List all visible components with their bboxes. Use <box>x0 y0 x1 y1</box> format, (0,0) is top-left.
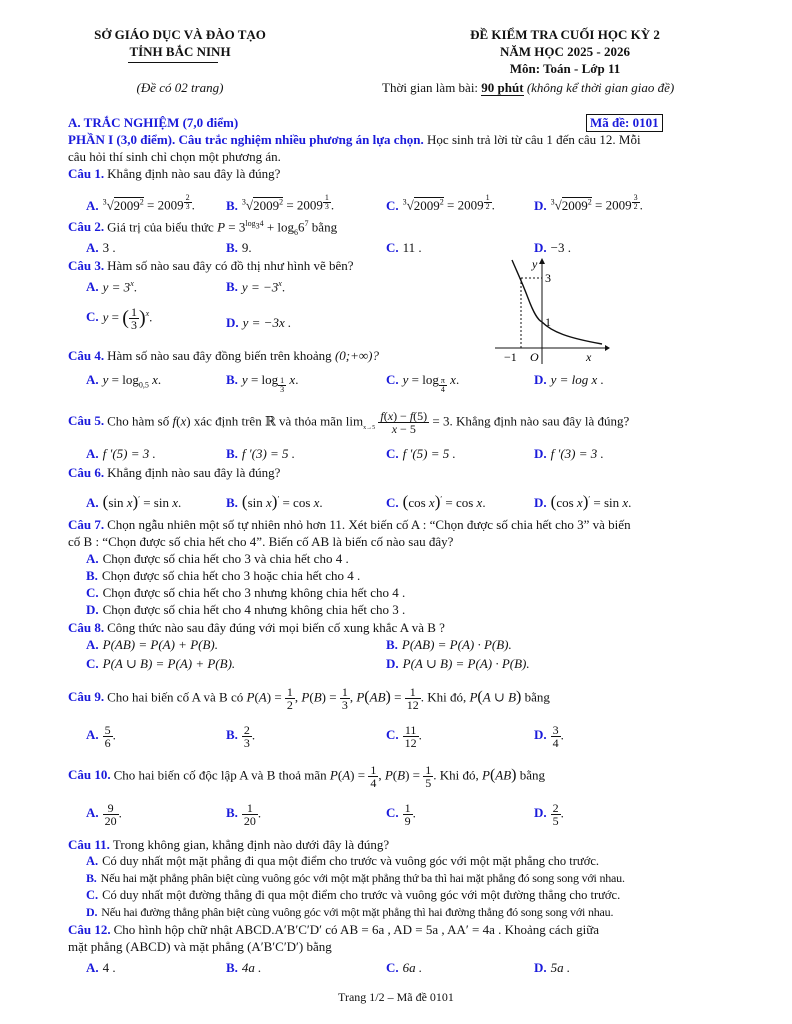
option-label: C. <box>386 372 399 387</box>
q4-option-b[interactable]: B. y = log $_{\frac{1}{3}}$ x. <box>226 372 299 395</box>
page-footer: Trang 1/2 – Mã đề 0101 <box>338 990 454 1004</box>
option-text: −3 . <box>550 240 571 255</box>
q7-option-a[interactable] <box>86 551 349 567</box>
option-label: D. <box>86 602 99 617</box>
q4-option-d[interactable] <box>534 372 604 388</box>
x-axis-arrow <box>605 345 610 351</box>
q10-option-c[interactable]: C. $\frac{1}{9}$ . <box>386 801 416 828</box>
option-label: C. <box>386 495 399 510</box>
q6-option-d[interactable]: D. (cos x)′ = sin x. <box>534 492 632 511</box>
q8-option-d[interactable] <box>386 656 530 672</box>
question-7-line2: cố B : “Chọn được số chia hết cho 4”. Biến cố AB là biến cố nào sau đây? <box>68 534 454 549</box>
option-label: A. <box>86 240 99 255</box>
q4-option-a[interactable]: A. $y = \log_{0,5} x$. <box>86 372 162 390</box>
q5-option-a[interactable] <box>86 446 156 462</box>
q8-option-b[interactable] <box>386 637 512 653</box>
tick-neg1: −1 <box>504 350 517 364</box>
q8-number: Câu 8. <box>68 620 105 635</box>
q4-option-c[interactable]: C. y = log $_{\frac{\pi}{4}}$ x. <box>386 372 460 395</box>
q5-text1: Cho hàm số <box>107 413 170 429</box>
exam-title: ĐỀ KIỂM TRA CUỐI HỌC KỲ 2 <box>470 27 660 42</box>
option-label: D. <box>386 656 399 671</box>
question-5: Câu 5. Cho hàm số f(x) xác định trên ℝ và thỏa mãn $\lim_{x\to 5}$ $\frac{f(x) - f(5)}{x - 5}$ = 3. Khẳng định nào sau đây là đúng? <box>68 409 630 436</box>
option-label: B. <box>86 871 97 885</box>
q10-tail2: bằng <box>519 767 546 783</box>
q3-option-c[interactable]: C. y = ( $\frac{1}{3}$ )$^x$. <box>86 305 153 332</box>
header-underline <box>128 62 218 63</box>
question-3 <box>68 258 354 274</box>
q7-number: Câu 7. <box>68 517 105 532</box>
question-11 <box>68 837 389 853</box>
q12-option-a[interactable] <box>86 960 116 976</box>
option-text: f ′(3) = 3 . <box>550 446 604 461</box>
option-label: C. <box>386 446 399 461</box>
question-9: Câu 9. Cho hai biến cố A và B có P(A) = $\frac{1}{2}$ , P(B) = $\frac{1}{3}$ , P(AB) = $\frac{1}{12}$ . Khi đó, P(A ∪ B) bằng <box>68 685 550 712</box>
option-label: B. <box>226 372 238 387</box>
q1-option-b[interactable]: B. $^3√2009^2 = 2009$ $^{\frac{1}{3}}$ . <box>226 193 335 213</box>
tick-3: 3 <box>545 271 551 285</box>
option-label: B. <box>226 727 238 743</box>
option-text: 4 . <box>102 960 116 975</box>
option-label: D. <box>534 240 547 255</box>
question-4 <box>68 348 379 364</box>
q3-option-b[interactable]: B. $y = -3^x$. <box>226 279 286 295</box>
exponential-graph <box>490 256 610 368</box>
question-12-line2: mặt phẳng (ABCD) và mặt phẳng (A′B′C′D′) bằng <box>68 939 332 954</box>
question-12 <box>68 922 599 938</box>
option-text: Chọn được số chia hết cho 3 nhưng không chia hết cho 4 . <box>102 585 406 600</box>
q1-option-c[interactable]: C. $^3√2009^2 = 2009$ $^{\frac{1}{2}}$ . <box>386 193 495 213</box>
section-a-title: A. TRẮC NGHIỆM (7,0 điểm) <box>68 115 239 130</box>
tick-1: 1 <box>545 315 551 329</box>
q9-option-b[interactable]: B. $\frac{2}{3}$ . <box>226 723 256 750</box>
option-label: B. <box>86 568 98 583</box>
option-label: A. <box>86 727 99 743</box>
option-text: 11 . <box>402 240 422 255</box>
option-label: C. <box>86 888 99 902</box>
time-prefix: Thời gian làm bài: <box>382 80 479 95</box>
option-label: A. <box>86 854 99 868</box>
q2-option-c[interactable] <box>386 240 422 256</box>
question-6 <box>68 465 280 481</box>
option-text: Chọn được số chia hết cho 4 nhưng không chia hết cho 3 . <box>102 602 406 617</box>
option-label: C. <box>386 805 399 821</box>
origin-label: O <box>530 350 539 364</box>
q6-option-b[interactable]: B. (sin x)′ = cos x. <box>226 492 323 511</box>
q4-text: Hàm số nào sau đây đồng biến trên khoảng <box>107 348 332 363</box>
part1-header <box>68 132 641 148</box>
option-text: 4a . <box>241 960 262 975</box>
option-text: P(A ∪ B) = P(A) · P(B). <box>402 656 530 671</box>
question-10: Câu 10. Cho hai biến cố độc lập A và B thoả mãn P(A) = $\frac{1}{4}$ , P(B) = $\frac{1}{5}$ . Khi đó, P(AB) bằng <box>68 763 546 790</box>
q11-option-c[interactable] <box>86 888 620 903</box>
q2-number: Câu 2. <box>68 219 105 235</box>
curve <box>512 260 602 344</box>
option-label: B. <box>226 805 238 821</box>
subject: Môn: Toán - Lớp 11 <box>509 61 621 76</box>
q5-option-c[interactable] <box>386 446 456 462</box>
option-text: f ′(5) = 3 . <box>102 446 156 461</box>
q10-option-a[interactable]: A. $\frac{9}{20}$ . <box>86 801 122 828</box>
q2-option-d[interactable] <box>534 240 571 256</box>
q4-number: Câu 4. <box>68 348 105 363</box>
q10-number: Câu 10. <box>68 767 111 783</box>
option-label: C. <box>386 197 399 213</box>
q6-text: Khẳng định nào sau đây là đúng? <box>107 465 281 480</box>
option-text: Chọn được số chia hết cho 3 hoặc chia hết cho 4 . <box>101 568 361 583</box>
school-year: NĂM HỌC 2025 - 2026 <box>500 44 630 59</box>
question-1 <box>68 166 280 182</box>
q2-text: Giá trị của biểu thức <box>107 219 214 235</box>
q11-option-a[interactable] <box>86 854 599 869</box>
page-count-note: (Đề có 02 trang) <box>136 80 224 95</box>
option-label: C. <box>86 656 99 671</box>
q3-option-a[interactable]: A. $y = 3^x$. <box>86 279 137 295</box>
x-axis-label: x <box>586 350 592 364</box>
option-label: C. <box>86 585 99 600</box>
option-text: y = log x . <box>550 372 604 387</box>
option-label: C. <box>386 960 399 975</box>
time-info <box>382 80 674 96</box>
q5-text3: Khẳng định nào sau đây là đúng? <box>456 413 630 429</box>
option-text: 9. <box>241 240 252 255</box>
q12-number: Câu 12. <box>68 922 111 937</box>
option-label: B. <box>386 637 398 652</box>
option-text: y = −3 <box>241 279 279 295</box>
option-label: B. <box>226 240 238 255</box>
q12-option-c[interactable] <box>386 960 422 976</box>
option-text: 3 . <box>102 240 116 255</box>
y-axis-arrow <box>539 258 545 264</box>
option-text: P(A ∪ B) = P(A) + P(B). <box>102 656 236 671</box>
option-label: B. <box>226 279 238 295</box>
q6-option-c[interactable]: C. (cos x)′ = cos x. <box>386 492 486 511</box>
option-text: f ′(5) = 5 . <box>402 446 456 461</box>
part1-instruction-2: câu hỏi thí sinh chỉ chọn một phương án. <box>68 149 281 164</box>
q9-option-c[interactable]: C. $\frac{11}{12}$ . <box>386 723 422 750</box>
q1-text: Khẳng định nào sau đây là đúng? <box>107 166 281 181</box>
q6-number: Câu 6. <box>68 465 105 480</box>
q10-option-d[interactable]: D. $\frac{2}{5}$ . <box>534 801 564 828</box>
question-8 <box>68 620 445 636</box>
department-name: SỞ GIÁO DỤC VÀ ĐÀO TẠO <box>94 27 266 42</box>
q6-option-a[interactable]: A. (sin x)′ = sin x. <box>86 492 182 511</box>
q9-tail2: bằng <box>524 689 550 705</box>
option-label: A. <box>86 495 99 510</box>
q9-option-a[interactable]: A. $\frac{5}{6}$ . <box>86 723 116 750</box>
option-label: C. <box>86 309 99 325</box>
q8-text: Công thức nào sau đây đúng với mọi biến cố xung khắc A và B ? <box>107 620 445 635</box>
time-note: (không kể thời gian giao đề) <box>526 80 675 95</box>
option-label: D. <box>534 727 547 743</box>
q12-option-b[interactable] <box>226 960 261 976</box>
part1-title: PHẦN I (3,0 điểm). Câu trắc nghiệm nhiều phương án lựa chọn. <box>68 132 424 147</box>
q5-option-b[interactable] <box>226 446 295 462</box>
part1-instruction: Học sinh trả lời từ câu 1 đến câu 12. Mỗi <box>423 132 641 147</box>
option-label: B. <box>226 495 238 510</box>
q5-text2: xác định trên ℝ và thỏa mãn <box>193 413 343 429</box>
option-label: D. <box>534 495 547 510</box>
q11-option-b[interactable] <box>86 871 625 886</box>
q5-option-d[interactable] <box>534 446 604 462</box>
q7-text1: Chọn ngẫu nhiên một số tự nhiên nhỏ hơn 11. Xét biến cố A : “Chọn được số chia hết cho 3” và biến <box>107 517 631 532</box>
option-label: B. <box>226 960 238 975</box>
q2-option-b[interactable] <box>226 240 252 256</box>
option-label: C. <box>386 727 399 743</box>
option-label: A. <box>86 805 99 821</box>
q10-tail: . Khi đó, <box>433 767 479 783</box>
q7-option-b[interactable] <box>86 568 360 584</box>
y-axis-label: y <box>532 257 538 271</box>
option-text: 5a . <box>550 960 571 975</box>
q4-interval: (0;+∞)? <box>334 348 379 363</box>
q1-number: Câu 1. <box>68 166 105 181</box>
option-text: P(AB) = P(A) + P(B). <box>102 637 218 652</box>
question-2: Câu 2. Giá trị của biểu thức $P = 3^{log_34} + \log_66^7$ bằng <box>68 219 338 237</box>
option-label: B. <box>226 446 238 461</box>
province-name: TỈNH BẮC NINH <box>129 44 231 59</box>
question-7 <box>68 517 631 533</box>
option-label: D. <box>534 805 547 821</box>
q7-option-d[interactable] <box>86 602 405 618</box>
option-label: D. <box>534 372 547 387</box>
q9-number: Câu 9. <box>68 689 105 705</box>
option-label: A. <box>86 960 99 975</box>
q2-tail: bằng <box>311 219 338 235</box>
q8-option-a[interactable] <box>86 637 218 653</box>
option-text: Chọn được số chia hết cho 3 và chia hết cho 4 . <box>102 551 349 566</box>
q1-option-a[interactable]: A. $^3√2009^2 = 2009$ $^{\frac{2}{3}}$ . <box>86 193 195 213</box>
option-label: D. <box>534 197 547 213</box>
option-label: A. <box>86 446 99 461</box>
q9-text: Cho hai biến cố A và B có <box>107 689 244 705</box>
option-label: B. <box>226 197 238 213</box>
q8-option-c[interactable] <box>86 656 235 672</box>
option-label: D. <box>534 960 547 975</box>
q9-tail: . Khi đó, <box>420 689 467 705</box>
option-label: C. <box>386 240 399 255</box>
option-text: Có duy nhất một đường thẳng đi qua một điểm cho trước và vuông góc với một đường thẳng cho trước. <box>102 888 621 902</box>
option-text: f ′(3) = 5 . <box>241 446 296 461</box>
q11-text: Trong không gian, khẳng định nào dưới đây là đúng? <box>112 837 390 852</box>
q12-text1: Cho hình hộp chữ nhật ABCD.A′B′C′D′ có AB = 6a , AD = 5a , AA′ = 4a . Khoảng cách giữa <box>113 922 600 937</box>
option-label: D. <box>226 315 239 330</box>
option-label: A. <box>86 279 99 295</box>
option-text: 6a . <box>402 960 423 975</box>
option-text: Nếu hai mặt phẳng phân biệt cùng vuông góc với một mặt phẳng thứ ba thì hai mặt phẳng đó song song với nhau. <box>100 871 625 885</box>
q10-option-b[interactable]: B. $\frac{1}{20}$ . <box>226 801 262 828</box>
q9-option-d[interactable]: D. $\frac{3}{4}$ . <box>534 723 564 750</box>
q1-option-d[interactable]: D. $^3√2009^2 = 2009$ $^{\frac{3}{2}}$ . <box>534 193 643 213</box>
option-label: D. <box>534 446 547 461</box>
q12-option-d[interactable] <box>534 960 570 976</box>
q5-number: Câu 5. <box>68 413 105 429</box>
option-text: Nếu hai đường thẳng phân biệt cùng vuông góc với một mặt phẳng thì hai đường thẳng đó song song với nhau. <box>101 905 614 919</box>
time-value: 90 phút <box>481 80 524 95</box>
option-label: A. <box>86 637 99 652</box>
option-text: Có duy nhất một mặt phẳng đi qua một điểm cho trước và vuông góc với một mặt phẳng cho trước. <box>102 854 599 868</box>
q3-number: Câu 3. <box>68 258 105 273</box>
option-text: y = −3x . <box>242 315 292 330</box>
q7-option-c[interactable] <box>86 585 405 601</box>
option-label: D. <box>86 905 98 919</box>
option-label: A. <box>86 197 99 213</box>
q3-option-d[interactable] <box>226 315 291 331</box>
q10-text: Cho hai biến cố độc lập A và B thoả mãn <box>113 767 327 783</box>
option-label: A. <box>86 551 99 566</box>
exam-code: Mã đề: 0101 <box>586 114 663 132</box>
option-label: A. <box>86 372 99 387</box>
q2-option-a[interactable] <box>86 240 116 256</box>
option-text: P(AB) = P(A) · P(B). <box>401 637 512 652</box>
q3-text: Hàm số nào sau đây có đồ thị như hình vẽ bên? <box>107 258 354 273</box>
q11-option-d[interactable] <box>86 905 613 920</box>
option-text: y = 3 <box>102 279 131 295</box>
q11-number: Câu 11. <box>68 837 110 852</box>
